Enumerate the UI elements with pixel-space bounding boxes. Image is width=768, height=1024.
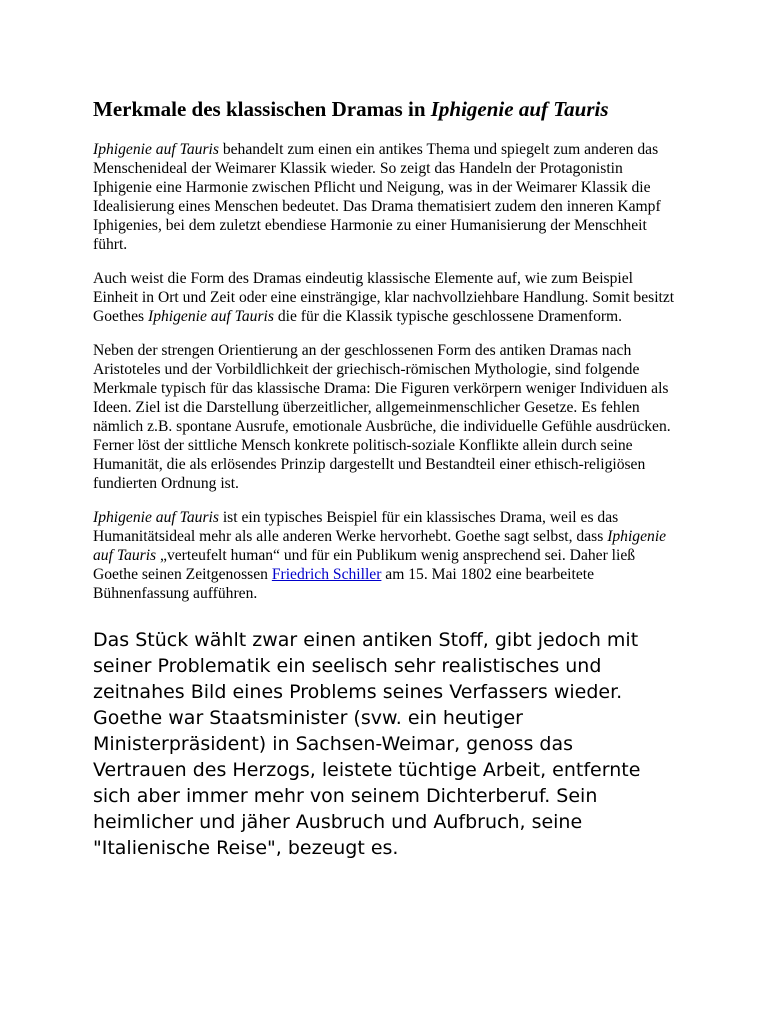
- paragraph-5-text: Das Stück wählt zwar einen antiken Stoff, gibt jedoch mit seiner Problematik ein seelisch sehr realistisches und zeitnahes Bild eines Problems seines Verfassers wieder. Goethe war Staatsminister (svw. ein heutiger Ministerpräsident) in Sachsen-Weimar, genoss das Vertrauen des Herzogs, leistete tüchtige Arbeit, entfernte sich aber immer mehr von seinem Dichterberuf. Sein heimlicher und jäher Ausbruch und Aufbruch, seine "Italienische Reise", bezeugt es.: [93, 629, 641, 859]
- title-italic-work: Iphigenie auf Tauris: [430, 97, 609, 121]
- paragraph-2-text-b: die für die Klassik typische geschlossene Dramenform.: [273, 308, 623, 325]
- paragraph-1: [93, 140, 678, 254]
- paragraph-1-text: behandelt zum einen ein antikes Thema und spiegelt zum anderen das Menschenideal der Weimarer Klassik wieder. So zeigt das Handeln der Protagonistin Iphigenie eine Harmonie zwischen Pflicht und Neigung, was in der Weimarer Klassik die Idealisierung eines Menschen bedeutet. Das Drama thematisiert zudem den inneren Kampf Iphigenies, bei dem zuletzt ebendiese Harmonie zu einer Humanisierung der Menschheit führt.: [93, 141, 661, 253]
- paragraph-5: [93, 627, 663, 861]
- paragraph-4: [93, 508, 678, 603]
- paragraph-4-text-c: am 15. Mai 1802 eine bearbeitete Bühnenfassung aufführen.: [93, 566, 595, 602]
- paragraph-4-text-b: „verteufelt human“ und für ein Publikum wenig ansprechend sei. Daher ließ Goethe seinen Zeitgenossen: [93, 547, 636, 583]
- friedrich-schiller-link[interactable]: Friedrich Schiller: [271, 566, 382, 583]
- paragraph-2-text-a: Auch weist die Form des Dramas eindeutig klassische Elemente auf, wie zum Beispiel Einheit in Ort und Zeit oder eine einsträngige, klar nachvollziehbare Handlung. Somit besitzt Goethes: [93, 270, 675, 325]
- document-page: [93, 96, 678, 861]
- paragraph-4-text-a: ist ein typisches Beispiel für ein klassisches Drama, weil es das Humanitätsideal mehr als alle anderen Werke hervorhebt. Goethe sagt selbst, dass: [93, 509, 619, 545]
- work-title-italic: Iphigenie auf Tauris: [93, 509, 219, 526]
- title-text: Merkmale des klassischen Dramas in: [93, 97, 431, 121]
- work-title-italic: Iphigenie auf Tauris: [93, 141, 219, 158]
- paragraph-3-text: Neben der strengen Orientierung an der geschlossenen Form des antiken Dramas nach Aristoteles und der Vorbildlichkeit der griechisch-römischen Mythologie, sind folgende Merkmale typisch für das klassische Drama: Die Figuren verkörpern weniger Individuen als Ideen. Ziel ist die Darstellung überzeitlicher, allgemeinmenschlicher Gesetze. Es fehlen nämlich z.B. spontane Ausrufe, emotionale Ausbrüche, die individuelle Gefühle ausdrücken. Ferner löst der sittliche Mensch konkrete politisch-soziale Konflikte allein durch seine Humanität, die als erlösendes Prinzip dargestellt und Bestandteil einer ethisch-religiösen fundierten Ordnung ist.: [93, 342, 671, 492]
- work-title-italic: Iphigenie auf Tauris: [148, 308, 274, 325]
- document-title: [93, 96, 678, 122]
- paragraph-3: [93, 341, 678, 493]
- paragraph-2: [93, 269, 678, 326]
- work-title-italic: Iphigenie auf Tauris: [93, 528, 667, 564]
